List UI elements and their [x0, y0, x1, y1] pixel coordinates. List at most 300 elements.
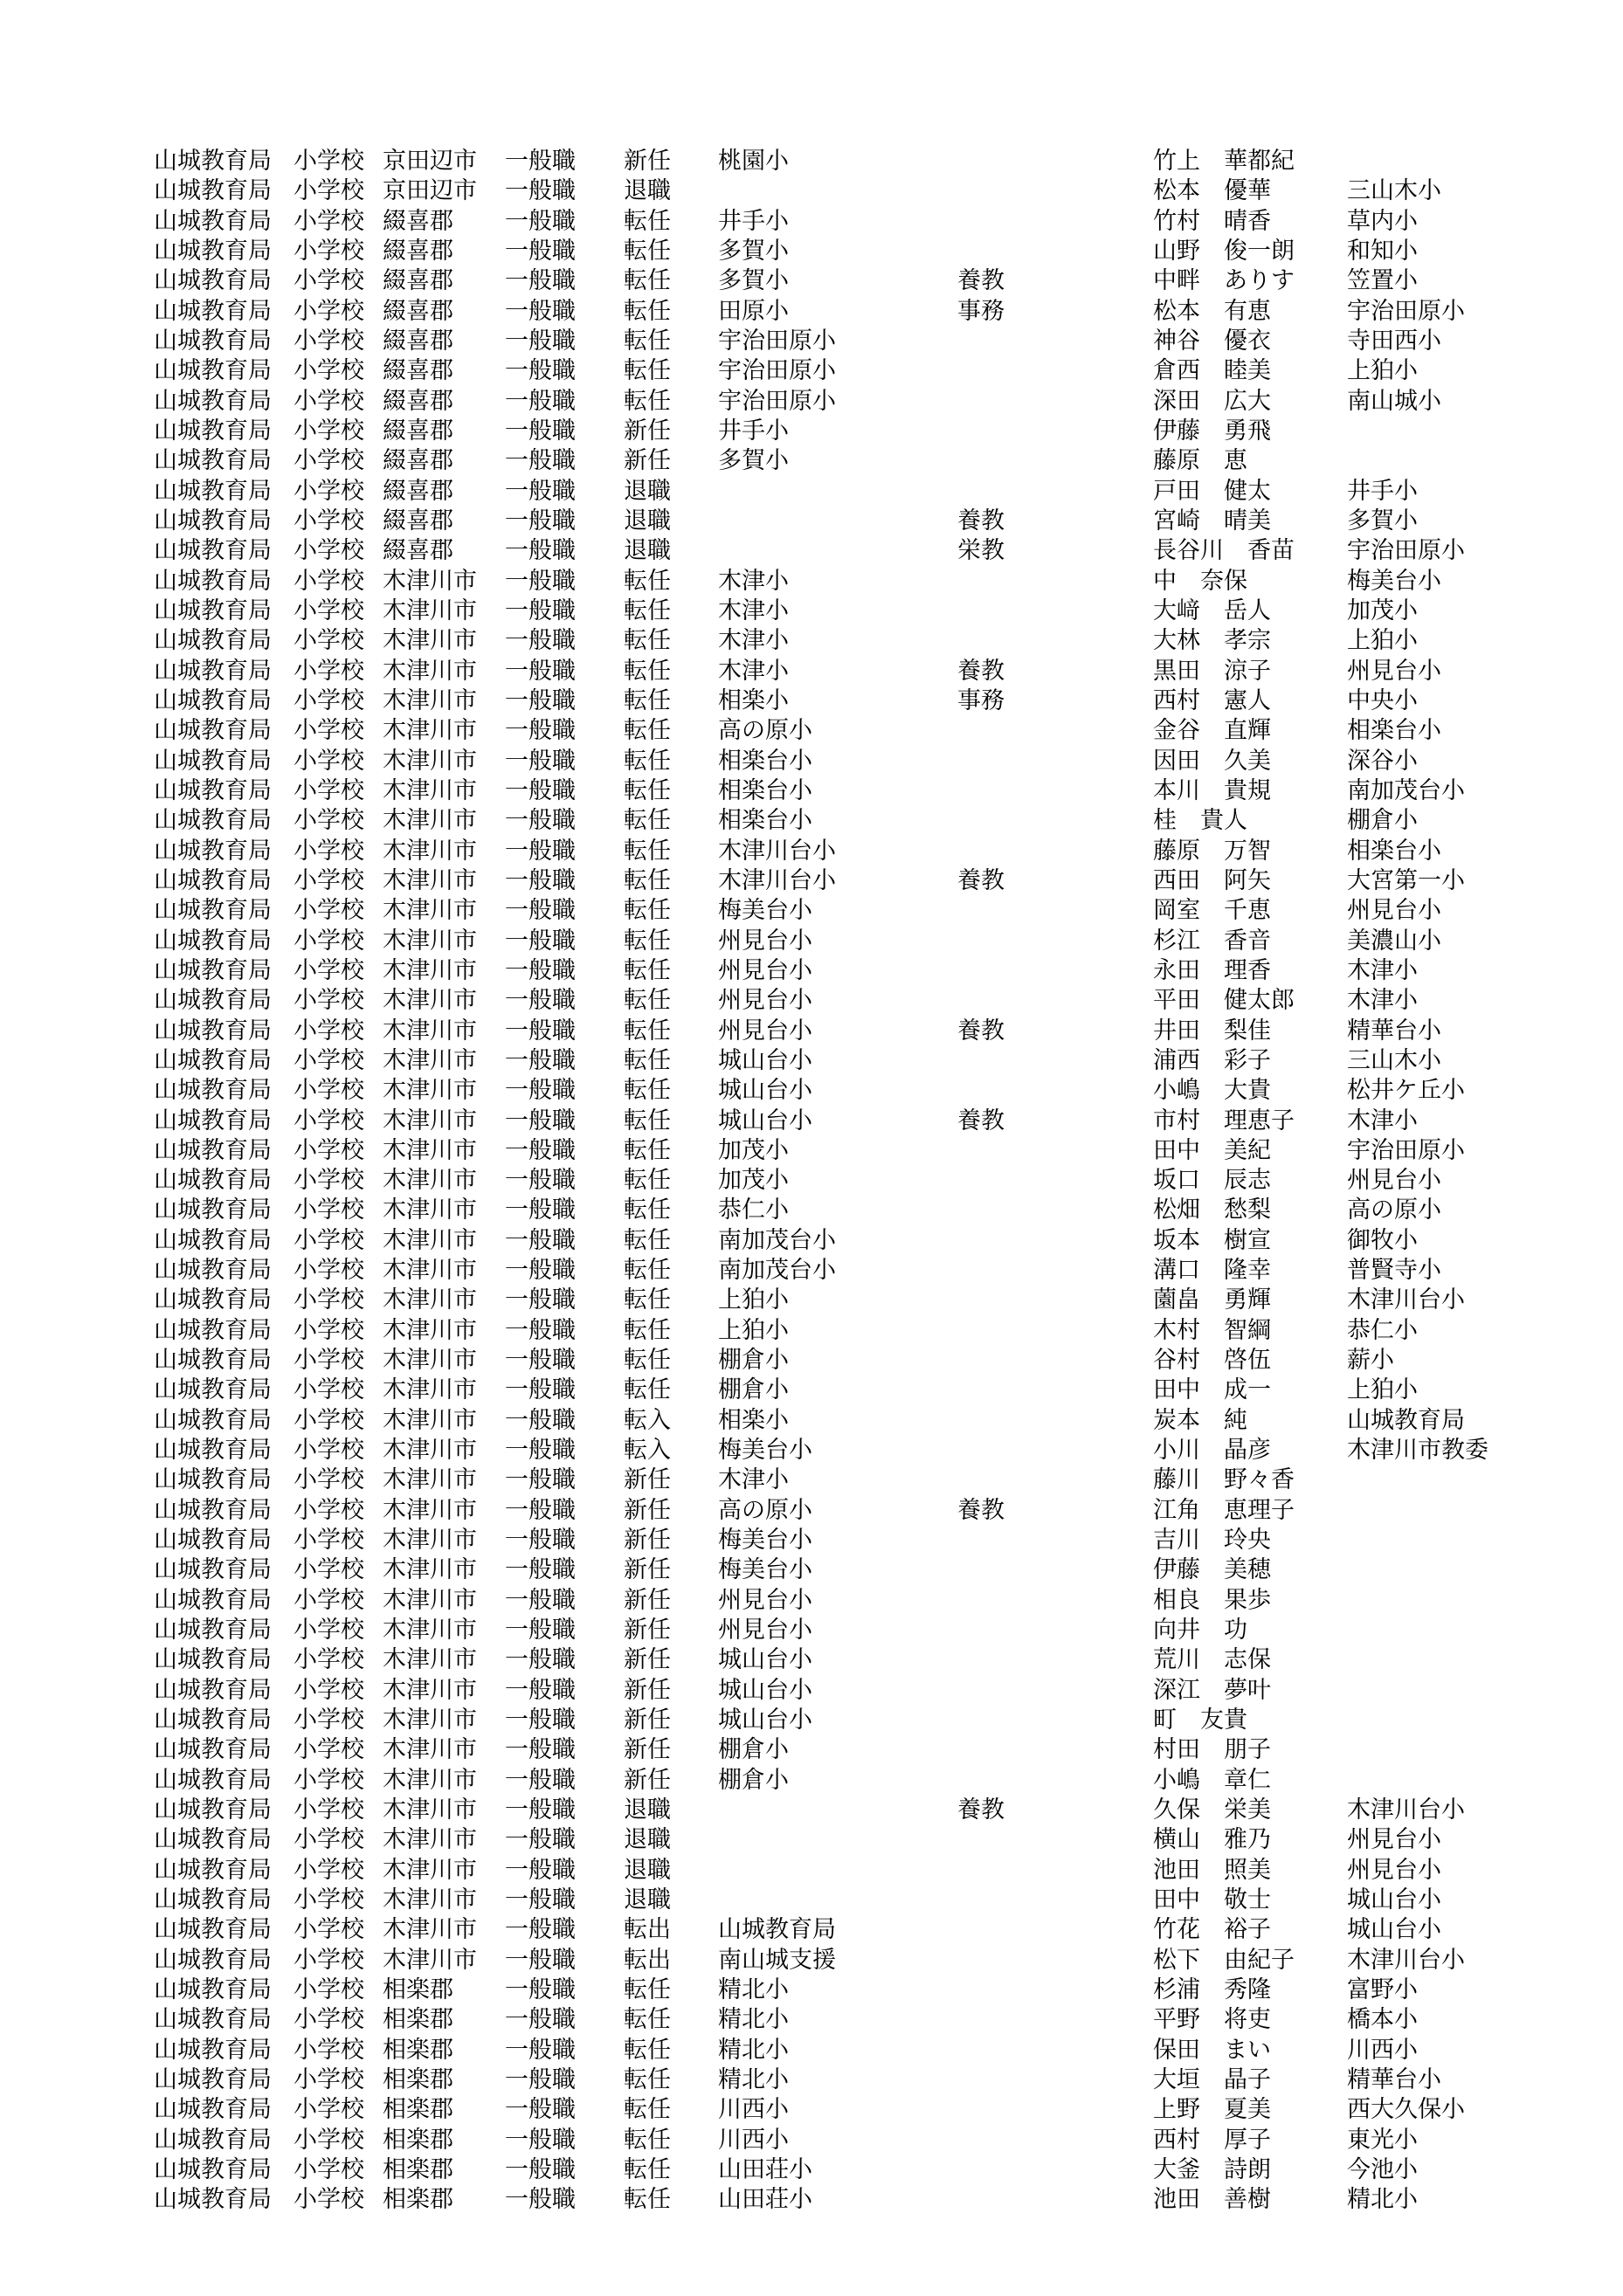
school-level-cell: 小学校	[294, 237, 364, 265]
region-cell: 木津川市	[383, 1167, 477, 1195]
new-school-cell: 木津小	[718, 627, 789, 655]
office-cell: 山城教育局	[154, 956, 272, 984]
new-school-cell: 井手小	[718, 207, 789, 235]
list-row	[154, 1735, 1464, 1765]
staff-name-cell: 平田 健太郎	[1153, 987, 1295, 1015]
job-type-cell: 一般職	[505, 1886, 576, 1914]
action-cell: 転任	[624, 927, 671, 955]
region-cell: 木津川市	[383, 1107, 477, 1134]
region-cell: 綴喜郡	[383, 207, 453, 235]
region-cell: 木津川市	[383, 1706, 477, 1734]
list-row	[154, 1406, 1464, 1436]
region-cell: 木津川市	[383, 657, 477, 685]
job-type-cell: 一般職	[505, 2126, 576, 2154]
list-row	[154, 387, 1464, 417]
region-cell: 木津川市	[383, 596, 477, 624]
office-cell: 山城教育局	[154, 866, 272, 894]
new-school-cell: 桃園小	[718, 148, 789, 175]
region-cell: 木津川市	[383, 1916, 477, 1944]
new-school-cell: 加茂小	[718, 1136, 789, 1164]
list-row	[154, 207, 1464, 237]
new-school-cell: 上狛小	[718, 1316, 789, 1344]
staff-name-cell: 岡室 千恵	[1153, 897, 1271, 925]
previous-school-cell: 山城教育局	[1347, 1406, 1465, 1434]
new-school-cell: 恭仁小	[718, 1196, 789, 1224]
staff-name-cell: 井田 梨佳	[1153, 1017, 1271, 1045]
staff-name-cell: 松畑 愁梨	[1153, 1196, 1271, 1224]
action-cell: 転任	[624, 747, 671, 775]
school-level-cell: 小学校	[294, 987, 364, 1015]
job-type-cell: 一般職	[505, 1856, 576, 1884]
previous-school-cell: 上狛小	[1347, 357, 1418, 385]
previous-school-cell: 井手小	[1347, 477, 1418, 505]
new-school-cell: 木津小	[718, 596, 789, 624]
staff-name-cell: 杉浦 秀隆	[1153, 1976, 1271, 2004]
list-row	[154, 507, 1464, 536]
action-cell: 転任	[624, 387, 671, 415]
region-cell: 木津川市	[383, 1316, 477, 1344]
staff-name-cell: 薗畠 勇輝	[1153, 1286, 1271, 1314]
new-school-cell: 精北小	[718, 2006, 789, 2034]
staff-name-cell: 竹上 華都紀	[1153, 148, 1295, 175]
staff-name-cell: 大林 孝宗	[1153, 627, 1271, 655]
staff-name-cell: 桂 貴人	[1153, 807, 1247, 835]
list-row	[154, 2095, 1464, 2125]
list-row	[154, 866, 1464, 896]
staff-name-cell: 小嶋 大貴	[1153, 1077, 1271, 1105]
region-cell: 木津川市	[383, 807, 477, 835]
staff-name-cell: 上野 夏美	[1153, 2096, 1271, 2124]
school-level-cell: 小学校	[294, 1437, 364, 1465]
previous-school-cell: 南加茂台小	[1347, 776, 1465, 804]
action-cell: 転任	[624, 897, 671, 925]
new-school-cell: 多賀小	[718, 267, 789, 295]
list-row	[154, 1076, 1464, 1106]
staff-name-cell: 本川 貴規	[1153, 776, 1271, 804]
action-cell: 退職	[624, 1826, 671, 1854]
region-cell: 木津川市	[383, 956, 477, 984]
school-level-cell: 小学校	[294, 1527, 364, 1555]
list-row	[154, 896, 1464, 926]
region-cell: 木津川市	[383, 717, 477, 745]
staff-name-cell: 山野 俊一朗	[1153, 237, 1295, 265]
previous-school-cell: 三山木小	[1347, 177, 1441, 205]
region-cell: 木津川市	[383, 1736, 477, 1764]
action-cell: 新任	[624, 1706, 671, 1734]
action-cell: 新任	[624, 417, 671, 445]
school-level-cell: 小学校	[294, 1946, 364, 1974]
region-cell: 木津川市	[383, 1496, 477, 1524]
staff-name-cell: 伊藤 勇飛	[1153, 417, 1271, 445]
office-cell: 山城教育局	[154, 1257, 272, 1285]
office-cell: 山城教育局	[154, 1946, 272, 1974]
school-level-cell: 小学校	[294, 387, 364, 415]
list-row	[154, 1136, 1464, 1166]
office-cell: 山城教育局	[154, 596, 272, 624]
staff-name-cell: 田中 美紀	[1153, 1136, 1271, 1164]
previous-school-cell: 梅美台小	[1347, 567, 1441, 595]
region-cell: 木津川市	[383, 1676, 477, 1704]
action-cell: 転任	[624, 1196, 671, 1224]
job-type-cell: 一般職	[505, 2155, 576, 2183]
job-type-cell: 一般職	[505, 1196, 576, 1224]
job-type-cell: 一般職	[505, 1916, 576, 1944]
region-cell: 木津川市	[383, 1136, 477, 1164]
staff-name-cell: 吉川 玲央	[1153, 1527, 1271, 1555]
job-type-cell: 一般職	[505, 1017, 576, 1045]
role-cell: 養教	[957, 866, 1005, 894]
new-school-cell: 南山城支援	[718, 1946, 836, 1974]
job-type-cell: 一般職	[505, 1617, 576, 1644]
new-school-cell: 州見台小	[718, 987, 812, 1015]
previous-school-cell: 西大久保小	[1347, 2096, 1465, 2124]
action-cell: 転任	[624, 2126, 671, 2154]
previous-school-cell: 中央小	[1347, 686, 1418, 714]
new-school-cell: 田原小	[718, 297, 789, 325]
school-level-cell: 小学校	[294, 807, 364, 835]
action-cell: 転任	[624, 956, 671, 984]
staff-name-cell: 西村 厚子	[1153, 2126, 1271, 2154]
new-school-cell: 城山台小	[718, 1706, 812, 1734]
job-type-cell: 一般職	[505, 837, 576, 865]
office-cell: 山城教育局	[154, 447, 272, 475]
list-row	[154, 1376, 1464, 1405]
new-school-cell: 南加茂台小	[718, 1257, 836, 1285]
action-cell: 新任	[624, 1556, 671, 1584]
staff-name-cell: 浦西 彩子	[1153, 1046, 1271, 1074]
staff-name-cell: 田中 成一	[1153, 1376, 1271, 1404]
role-cell: 事務	[957, 297, 1005, 325]
list-row	[154, 686, 1464, 716]
action-cell: 転任	[624, 237, 671, 265]
office-cell: 山城教育局	[154, 686, 272, 714]
job-type-cell: 一般職	[505, 417, 576, 445]
school-level-cell: 小学校	[294, 447, 364, 475]
new-school-cell: 加茂小	[718, 1167, 789, 1195]
action-cell: 新任	[624, 1676, 671, 1704]
previous-school-cell: 松井ケ丘小	[1347, 1077, 1465, 1105]
staff-name-cell: 長谷川 香苗	[1153, 537, 1295, 565]
region-cell: 京田辺市	[383, 148, 477, 175]
action-cell: 転任	[624, 2186, 671, 2214]
list-row	[154, 1676, 1464, 1706]
region-cell: 木津川市	[383, 1617, 477, 1644]
action-cell: 新任	[624, 1586, 671, 1614]
new-school-cell: 相楽台小	[718, 776, 812, 804]
job-type-cell: 一般職	[505, 1257, 576, 1285]
school-level-cell: 小学校	[294, 1466, 364, 1494]
previous-school-cell: 州見台小	[1347, 1826, 1441, 1854]
new-school-cell: 井手小	[718, 417, 789, 445]
office-cell: 山城教育局	[154, 1046, 272, 1074]
staff-name-cell: 深江 夢叶	[1153, 1676, 1271, 1704]
office-cell: 山城教育局	[154, 1496, 272, 1524]
job-type-cell: 一般職	[505, 1976, 576, 2004]
action-cell: 転任	[624, 657, 671, 685]
job-type-cell: 一般職	[505, 776, 576, 804]
action-cell: 退職	[624, 477, 671, 505]
school-level-cell: 小学校	[294, 1796, 364, 1824]
office-cell: 山城教育局	[154, 267, 272, 295]
list-row	[154, 1017, 1464, 1046]
action-cell: 転任	[624, 1107, 671, 1134]
office-cell: 山城教育局	[154, 297, 272, 325]
school-level-cell: 小学校	[294, 747, 364, 775]
school-level-cell: 小学校	[294, 1107, 364, 1134]
office-cell: 山城教育局	[154, 1466, 272, 1494]
school-level-cell: 小学校	[294, 1136, 364, 1164]
list-row	[154, 327, 1464, 356]
school-level-cell: 小学校	[294, 207, 364, 235]
previous-school-cell: 宇治田原小	[1347, 297, 1465, 325]
list-row	[154, 1886, 1464, 1915]
job-type-cell: 一般職	[505, 267, 576, 295]
office-cell: 山城教育局	[154, 1766, 272, 1794]
region-cell: 木津川市	[383, 1646, 477, 1674]
job-type-cell: 一般職	[505, 1646, 576, 1674]
previous-school-cell: 笠置小	[1347, 267, 1418, 295]
school-level-cell: 小学校	[294, 327, 364, 355]
office-cell: 山城教育局	[154, 1077, 272, 1105]
list-row	[154, 956, 1464, 986]
list-row	[154, 266, 1464, 296]
school-level-cell: 小学校	[294, 1617, 364, 1644]
previous-school-cell: 相楽台小	[1347, 717, 1441, 745]
previous-school-cell: 木津小	[1347, 1107, 1418, 1134]
list-row	[154, 1436, 1488, 1465]
region-cell: 木津川市	[383, 1196, 477, 1224]
new-school-cell: 精北小	[718, 2066, 789, 2093]
job-type-cell: 一般職	[505, 507, 576, 534]
job-type-cell: 一般職	[505, 1586, 576, 1614]
office-cell: 山城教育局	[154, 237, 272, 265]
job-type-cell: 一般職	[505, 1796, 576, 1824]
office-cell: 山城教育局	[154, 1107, 272, 1134]
new-school-cell: 棚倉小	[718, 1736, 789, 1764]
region-cell: 木津川市	[383, 1946, 477, 1974]
action-cell: 転任	[624, 1136, 671, 1164]
region-cell: 綴喜郡	[383, 327, 453, 355]
job-type-cell: 一般職	[505, 1736, 576, 1764]
school-level-cell: 小学校	[294, 1706, 364, 1734]
office-cell: 山城教育局	[154, 2126, 272, 2154]
office-cell: 山城教育局	[154, 357, 272, 385]
previous-school-cell: 棚倉小	[1347, 807, 1418, 835]
staff-name-cell: 荒川 志保	[1153, 1646, 1271, 1674]
list-row	[154, 1856, 1464, 1886]
role-cell: 養教	[957, 1107, 1005, 1134]
new-school-cell: 南加茂台小	[718, 1226, 836, 1254]
school-level-cell: 小学校	[294, 1916, 364, 1944]
new-school-cell: 木津小	[718, 567, 789, 595]
staff-name-cell: 中 奈保	[1153, 567, 1247, 595]
region-cell: 綴喜郡	[383, 297, 453, 325]
region-cell: 綴喜郡	[383, 417, 453, 445]
action-cell: 転任	[624, 2066, 671, 2093]
new-school-cell: 州見台小	[718, 956, 812, 984]
region-cell: 木津川市	[383, 1406, 477, 1434]
new-school-cell: 木津小	[718, 657, 789, 685]
school-level-cell: 小学校	[294, 596, 364, 624]
action-cell: 転出	[624, 1946, 671, 1974]
list-row	[154, 806, 1464, 836]
action-cell: 退職	[624, 1856, 671, 1884]
new-school-cell: 州見台小	[718, 1586, 812, 1614]
school-level-cell: 小学校	[294, 1017, 364, 1045]
staff-name-cell: 西村 憲人	[1153, 686, 1271, 714]
action-cell: 転任	[624, 1046, 671, 1074]
region-cell: 相楽郡	[383, 2006, 453, 2034]
list-row	[154, 776, 1464, 806]
office-cell: 山城教育局	[154, 776, 272, 804]
region-cell: 木津川市	[383, 837, 477, 865]
previous-school-cell: 御牧小	[1347, 1226, 1418, 1254]
region-cell: 木津川市	[383, 1856, 477, 1884]
staff-name-cell: 杉江 香音	[1153, 927, 1271, 955]
office-cell: 山城教育局	[154, 2155, 272, 2183]
new-school-cell: 宇治田原小	[718, 357, 836, 385]
list-row	[154, 1946, 1464, 1975]
staff-name-cell: 町 友貴	[1153, 1706, 1247, 1734]
office-cell: 山城教育局	[154, 1617, 272, 1644]
staff-name-cell: 木村 智綱	[1153, 1316, 1271, 1344]
new-school-cell: 相楽台小	[718, 807, 812, 835]
staff-name-cell: 藤原 恵	[1153, 447, 1247, 475]
office-cell: 山城教育局	[154, 507, 272, 534]
job-type-cell: 一般職	[505, 1556, 576, 1584]
staff-name-cell: 久保 栄美	[1153, 1796, 1271, 1824]
new-school-cell: 精北小	[718, 2036, 789, 2064]
action-cell: 転任	[624, 1347, 671, 1375]
office-cell: 山城教育局	[154, 327, 272, 355]
action-cell: 転任	[624, 297, 671, 325]
previous-school-cell: 州見台小	[1347, 1856, 1441, 1884]
office-cell: 山城教育局	[154, 1136, 272, 1164]
action-cell: 転任	[624, 1976, 671, 2004]
region-cell: 木津川市	[383, 1437, 477, 1465]
region-cell: 木津川市	[383, 567, 477, 595]
previous-school-cell: 上狛小	[1347, 627, 1418, 655]
list-row	[154, 1616, 1464, 1645]
previous-school-cell: 寺田西小	[1347, 327, 1441, 355]
job-type-cell: 一般職	[505, 927, 576, 955]
action-cell: 退職	[624, 1886, 671, 1914]
school-level-cell: 小学校	[294, 1646, 364, 1674]
job-type-cell: 一般職	[505, 1046, 576, 1074]
list-row	[154, 147, 1464, 176]
job-type-cell: 一般職	[505, 1136, 576, 1164]
action-cell: 転任	[624, 1017, 671, 1045]
list-row	[154, 176, 1464, 206]
new-school-cell: 川西小	[718, 2126, 789, 2154]
previous-school-cell: 宇治田原小	[1347, 537, 1465, 565]
new-school-cell: 木津小	[718, 1466, 789, 1494]
new-school-cell: 梅美台小	[718, 1437, 812, 1465]
job-type-cell: 一般職	[505, 1676, 576, 1704]
previous-school-cell: 木津川台小	[1347, 1286, 1465, 1314]
office-cell: 山城教育局	[154, 927, 272, 955]
previous-school-cell: 三山木小	[1347, 1046, 1441, 1074]
school-level-cell: 小学校	[294, 2006, 364, 2034]
staff-name-cell: 大﨑 岳人	[1153, 596, 1271, 624]
office-cell: 山城教育局	[154, 1676, 272, 1704]
list-row	[154, 1046, 1464, 1076]
school-level-cell: 小学校	[294, 1347, 364, 1375]
action-cell: 新任	[624, 1617, 671, 1644]
action-cell: 転任	[624, 1167, 671, 1195]
region-cell: 綴喜郡	[383, 237, 453, 265]
staff-name-cell: 市村 理恵子	[1153, 1107, 1295, 1134]
staff-name-cell: 松本 優華	[1153, 177, 1271, 205]
previous-school-cell: 城山台小	[1347, 1886, 1441, 1914]
previous-school-cell: 美濃山小	[1347, 927, 1441, 955]
school-level-cell: 小学校	[294, 776, 364, 804]
job-type-cell: 一般職	[505, 357, 576, 385]
staff-name-cell: 江角 恵理子	[1153, 1496, 1295, 1524]
action-cell: 転任	[624, 1257, 671, 1285]
previous-school-cell: 木津川台小	[1347, 1946, 1465, 1974]
office-cell: 山城教育局	[154, 1796, 272, 1824]
school-level-cell: 小学校	[294, 1077, 364, 1105]
action-cell: 退職	[624, 1796, 671, 1824]
office-cell: 山城教育局	[154, 1826, 272, 1854]
job-type-cell: 一般職	[505, 297, 576, 325]
school-level-cell: 小学校	[294, 1556, 364, 1584]
new-school-cell: 多賀小	[718, 237, 789, 265]
region-cell: 木津川市	[383, 1527, 477, 1555]
staff-name-cell: 宮崎 晴美	[1153, 507, 1271, 534]
school-level-cell: 小学校	[294, 537, 364, 565]
previous-school-cell: 東光小	[1347, 2126, 1418, 2154]
action-cell: 転任	[624, 1286, 671, 1314]
list-row	[154, 2005, 1464, 2035]
school-level-cell: 小学校	[294, 1766, 364, 1794]
staff-name-cell: 池田 照美	[1153, 1856, 1271, 1884]
list-row	[154, 1915, 1464, 1945]
staff-name-cell: 金谷 直輝	[1153, 717, 1271, 745]
job-type-cell: 一般職	[505, 956, 576, 984]
new-school-cell: 相楽小	[718, 686, 789, 714]
new-school-cell: 相楽小	[718, 1406, 789, 1434]
role-cell: 養教	[957, 507, 1005, 534]
staff-name-cell: 横山 雅乃	[1153, 1826, 1271, 1854]
job-type-cell: 一般職	[505, 207, 576, 235]
office-cell: 山城教育局	[154, 1586, 272, 1614]
new-school-cell: 州見台小	[718, 927, 812, 955]
previous-school-cell: 州見台小	[1347, 1167, 1441, 1195]
school-level-cell: 小学校	[294, 267, 364, 295]
new-school-cell: 上狛小	[718, 1286, 789, 1314]
job-type-cell: 一般職	[505, 1766, 576, 1794]
previous-school-cell: 州見台小	[1347, 657, 1441, 685]
previous-school-cell: 精北小	[1347, 2186, 1418, 2214]
role-cell: 養教	[957, 1496, 1005, 1524]
new-school-cell: 木津川台小	[718, 837, 836, 865]
school-level-cell: 小学校	[294, 567, 364, 595]
action-cell: 転任	[624, 866, 671, 894]
new-school-cell: 多賀小	[718, 447, 789, 475]
job-type-cell: 一般職	[505, 2066, 576, 2093]
school-level-cell: 小学校	[294, 657, 364, 685]
region-cell: 木津川市	[383, 1257, 477, 1285]
staff-name-cell: 中畔 ありす	[1153, 267, 1295, 295]
region-cell: 綴喜郡	[383, 387, 453, 415]
action-cell: 転任	[624, 1077, 671, 1105]
action-cell: 転任	[624, 267, 671, 295]
region-cell: 木津川市	[383, 987, 477, 1015]
staff-name-cell: 相良 果歩	[1153, 1586, 1271, 1614]
action-cell: 転任	[624, 987, 671, 1015]
